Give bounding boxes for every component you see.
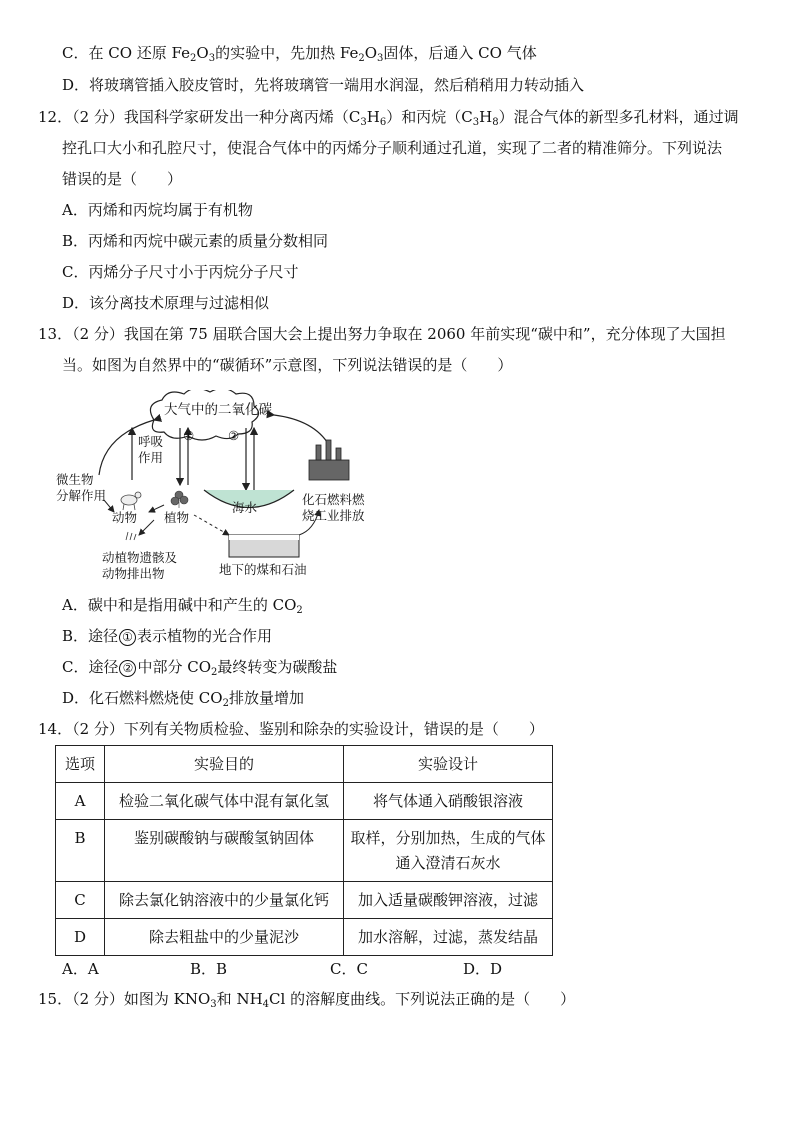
- cell-purpose: 鉴别碳酸钠与碳酸氢钠固体: [105, 820, 344, 882]
- cell-design: 加水溶解，过滤，蒸发结晶: [344, 919, 553, 956]
- header-design: 实验设计: [344, 746, 553, 783]
- arrow-plant-to-animal: [149, 505, 164, 512]
- q13-option-c: C．途径 ② 中部分 $CO_2$最终转变为碳酸盐: [62, 658, 338, 678]
- path-1-label: ①: [183, 428, 195, 443]
- table-row: [56, 882, 553, 919]
- arrow-cloud-to-fossil: [274, 415, 329, 445]
- q12-option-b: B．丙烯和丙烷中碳元素的质量分数相同: [62, 232, 329, 250]
- q14-answer-a: A．A: [62, 960, 99, 978]
- q13-stem-line1: 13．（2 分）我国在第 75 届联合国大会上提出努力争取在 2060 年前实现“碳中和”，充分体现了大国担: [38, 325, 726, 343]
- respiration-label: 呼吸 作用: [138, 434, 164, 465]
- q12-option-c: C．丙烯分子尺寸小于丙烷分子尺寸: [62, 263, 299, 281]
- microbe-label: 微生物 分解作用: [56, 472, 107, 503]
- cell-option: D: [56, 919, 105, 956]
- q14-table: [55, 745, 553, 956]
- table-row: [56, 919, 553, 956]
- arrow-to-remains: [139, 520, 154, 535]
- q12-stem-line1: 12．（2 分）我国科学家研发出一种分离丙烯$(C_3H_6)$和丙烷$(C_3H_8)$混合气体的新型多孔材料，通过调: [38, 108, 739, 128]
- q13-option-d: D．化石燃料燃烧使 $CO_2$排放量增加: [62, 689, 304, 709]
- seawater-label: 海水: [232, 500, 258, 515]
- plant-icon: [171, 491, 188, 508]
- q11-option-c: C．在 CO 还原 $Fe_2O_3$的实验中，先加热 $Fe_2O_3$固体，后通入 CO 气体: [62, 44, 537, 64]
- cell-option: A: [56, 783, 105, 820]
- header-option: 选项: [56, 746, 105, 783]
- fossil-label: 化石燃料燃 烧工业排放: [302, 492, 365, 523]
- animal-icon: [121, 492, 141, 510]
- cell-design: 将气体通入硝酸银溶液: [344, 783, 553, 820]
- cell-purpose: 除去粗盐中的少量泥沙: [105, 919, 344, 956]
- table-row: [56, 783, 553, 820]
- cell-purpose: 检验二氧化碳气体中混有氯化氢: [105, 783, 344, 820]
- q12-option-a: A．丙烯和丙烷均属于有机物: [62, 201, 253, 219]
- q13-option-a: A．碳中和是指用碱中和产生的 $CO_2$: [62, 596, 303, 616]
- path-2-label: ②: [228, 428, 240, 443]
- q15-stem: 15．（2 分）如图为 $KNO_3$和 $NH_4Cl$ 的溶解度曲线。下列说法正确的是（ ）: [38, 990, 576, 1010]
- arrow-plant-to-coal: [194, 515, 229, 535]
- cell-design: 取样，分别加热，生成的气体通入澄清石灰水: [344, 820, 553, 882]
- factory-icon: [309, 440, 349, 480]
- cloud-label: 大气中的二氧化碳: [164, 402, 272, 418]
- plant-label: 植物: [164, 510, 190, 525]
- q11-option-d: D．将玻璃管插入胶皮管时，先将玻璃管一端用水润湿，然后稍稍用力转动插入: [62, 76, 585, 94]
- q14-answer-c: C．C: [330, 960, 368, 978]
- q14-answer-d: D．D: [463, 960, 503, 978]
- q12-option-d: D．该分离技术原理与过滤相似: [62, 294, 270, 312]
- header-purpose: 实验目的: [105, 746, 344, 783]
- q14-answer-b: B．B: [190, 960, 228, 978]
- q13-stem-line2: 当。如图为自然界中的“碳循环”示意图，下列说法错误的是（ ）: [62, 356, 513, 374]
- carbon-cycle-diagram: [54, 390, 365, 590]
- cell-option: C: [56, 882, 105, 919]
- q14-stem: 14．（2 分）下列有关物质检验、鉴别和除杂的实验设计，错误的是（ ）: [38, 720, 544, 738]
- cell-design: 加入适量碳酸钾溶液，过滤: [344, 882, 553, 919]
- q12-stem-line3: 错误的是（ ）: [62, 170, 183, 188]
- q12-stem-line2: 控孔口大小和孔腔尺寸，使混合气体中的丙烯分子顺利通过孔道，实现了二者的精准筛分。下列说法: [62, 139, 723, 157]
- q13-option-b: B．途径 ① 表示植物的光合作用: [62, 627, 273, 645]
- coal-label: 地下的煤和石油: [219, 562, 307, 577]
- cell-purpose: 除去氯化钠溶液中的少量氯化钙: [105, 882, 344, 919]
- animal-label: 动物: [112, 510, 138, 525]
- table-row: [56, 820, 553, 882]
- table-header-row: [56, 746, 553, 783]
- remains-label: 动植物遗骸及 动物排出物: [102, 550, 178, 581]
- remains-icon: [126, 532, 136, 540]
- cell-option: B: [56, 820, 105, 882]
